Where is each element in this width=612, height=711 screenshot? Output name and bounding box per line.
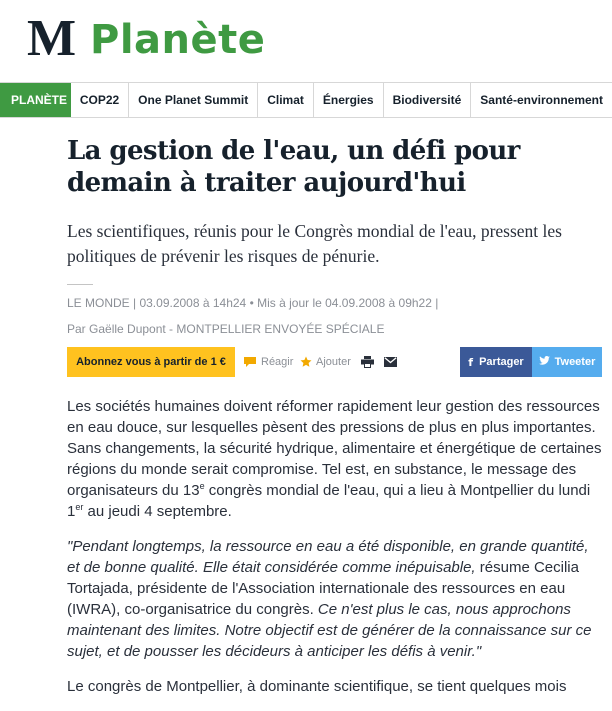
quote-text: Ce n'est plus le cas, nous approchons maintenant des limites. Notre objectif est de générer de la connaissance sur ce sujet, et de pousser les décideurs à anticiper les défis à venir." [67,601,592,660]
facebook-icon: f [468,355,474,369]
subscribe-button[interactable]: Abonnez vous à partir de 1 € [67,347,235,377]
quote-text: "Pendant longtemps, la ressource en eau a été disponible, en grande quantité, et de bonne qualité. Elle était considérée comme inépuisable, [67,538,589,576]
nav-item-sante-environnement[interactable]: Santé-environnement [480,93,603,107]
quote-paragraph [67,536,602,662]
nav-item-climat[interactable]: Climat [258,83,314,117]
mail-button[interactable] [384,347,397,377]
ordinal-suffix: er [75,502,84,512]
nav-item-biodiversite[interactable]: Biodiversité [384,83,472,117]
body-paragraph: Le congrès de Montpellier, à dominante scientifique, se tient quelques mois [67,678,567,695]
nav-item-cop22[interactable]: COP22 [71,83,129,117]
quote-attribution: résume Cecilia Tortajada, présidente de l'Association internationale des ressources en eau (IWRA), co-organisatrice du congrès. [67,559,579,618]
paragraph-text: congrès mondial de l'eau, qui a lieu à Montpellier du lundi 1 [67,482,591,520]
section-nav [0,82,612,118]
react-button[interactable] [243,347,293,377]
facebook-share-button[interactable] [460,347,532,377]
article-meta: LE MONDE | 03.09.2008 à 14h24 • Mis à jour le 04.09.2008 à 09h22 | [67,296,439,310]
add-label: Ajouter [316,356,351,368]
print-icon [361,356,374,368]
mail-icon [384,357,397,367]
comment-icon [243,356,257,368]
masthead [0,0,612,82]
article-dek: Les scientifiques, réunis pour le Congrès mondial de l'eau, pressent les politiques de prévenir les risques de pénurie. [67,221,562,266]
tweet-label: Tweeter [554,356,596,368]
article-toolbar [0,347,612,377]
section-title[interactable]: Planète [90,17,266,63]
twitter-icon [539,356,550,368]
print-button[interactable] [361,347,374,377]
article-byline: Par Gaëlle Dupont - MONTPELLIER ENVOYÉE SPÉCIALE [67,322,385,336]
add-button[interactable] [300,347,351,377]
paragraph-text: Les sociétés humaines doivent réformer rapidement leur gestion des ressources en eau douce, sur lesquelles pèsent des pressions de plus en plus importantes. Sans changements, la sécurité hydrique, alimentaire et énergétique de certaines régions du monde serait compromise. Tel est, en substance, le message des organisateurs du 13 [67,398,602,499]
body-paragraph [67,396,602,522]
react-label: Réagir [261,356,294,368]
nav-home-planete[interactable]: PLANÈTE [0,83,71,117]
article-body [67,396,602,711]
ordinal-suffix: e [199,481,205,491]
tweet-button[interactable] [532,347,602,377]
nav-item-one-planet-summit[interactable]: One Planet Summit [129,83,258,117]
nav-item-energies[interactable]: Énergies [314,83,384,117]
article-headline: La gestion de l'eau, un défi pour demain à traiter aujourd'hui [67,136,520,198]
divider [67,284,93,285]
le-monde-logo[interactable]: M [27,10,74,67]
star-icon [300,356,312,368]
facebook-share-label: Partager [479,356,524,368]
paragraph-text: au jeudi 4 septembre. [83,503,232,520]
